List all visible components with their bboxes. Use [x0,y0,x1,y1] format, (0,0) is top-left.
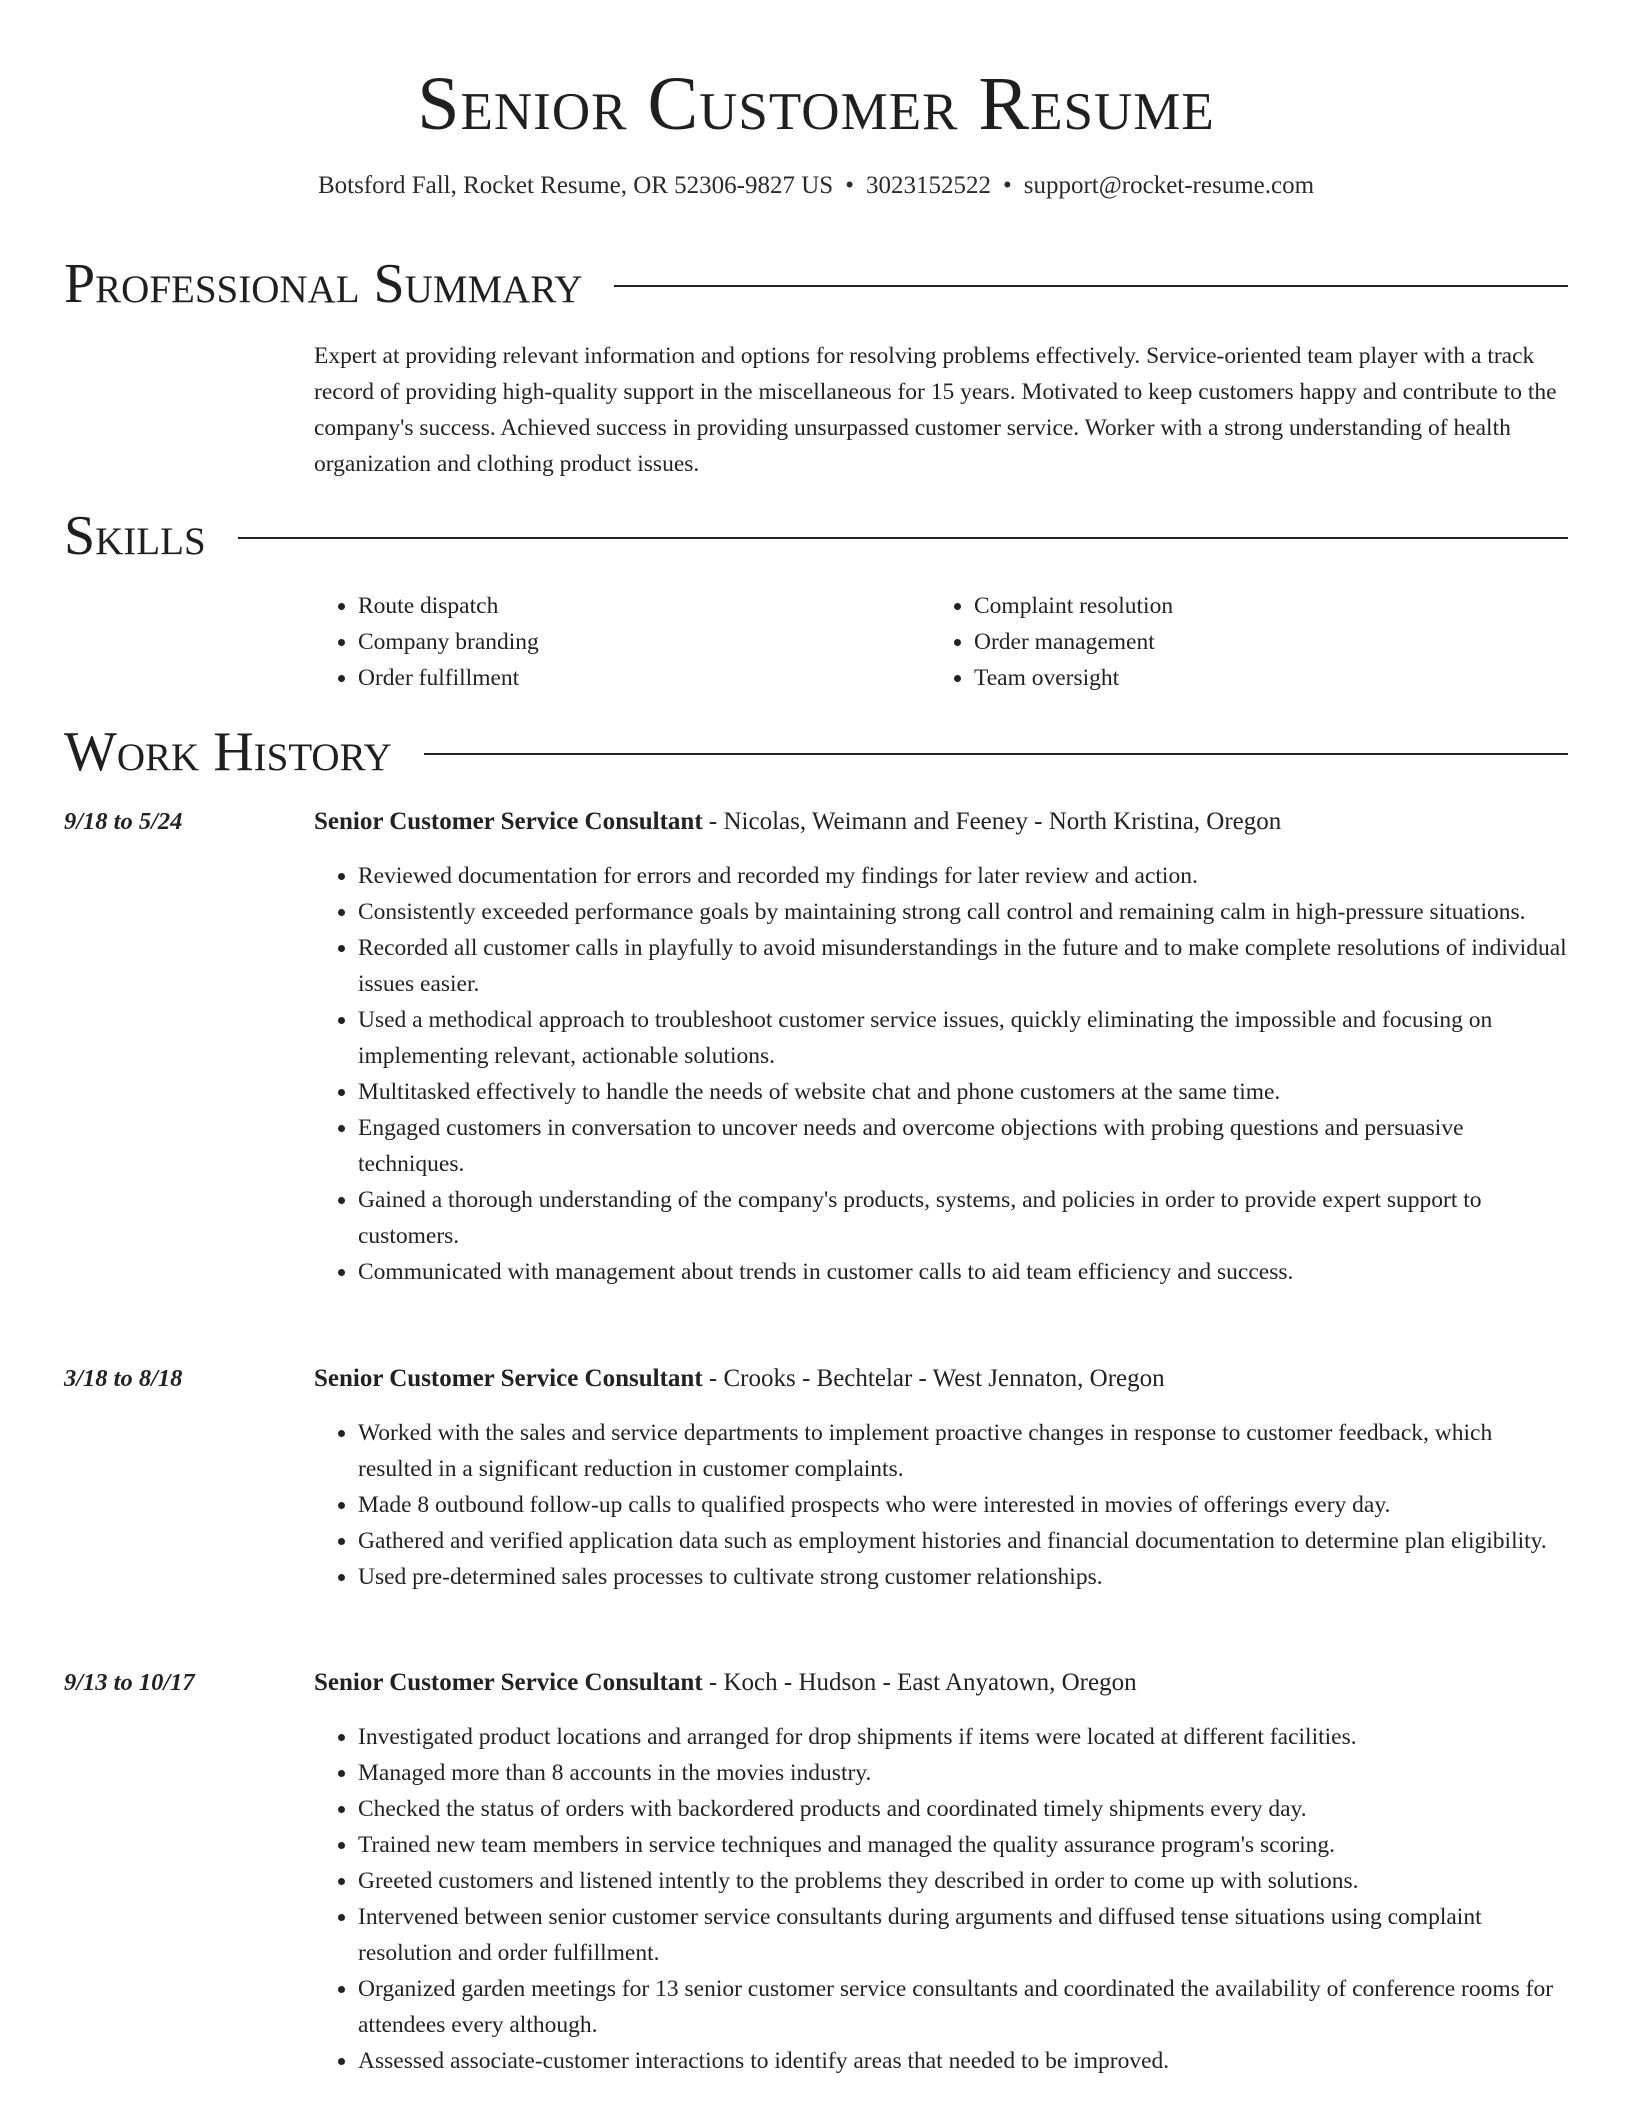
list-item: • Greeted customers and listened intently to the problems they described in order to come up with solutions. [358,1863,1568,1899]
job-bullets [314,858,1568,1290]
resume-page [64,0,1568,2074]
list-item: • Multitasked effectively to handle the needs of website chat and phone customers at the same time. [358,1074,1568,1110]
summary-title: Professional Summary [64,253,583,315]
list-item: • Reviewed documentation for errors and recorded my findings for later review and action. [358,858,1568,894]
list-item: • Worked with the sales and service departments to implement proactive changes in response to customer feedback, which resulted in a significant reduction in customer complaints. [358,1415,1568,1487]
skill-item: • Team oversight [974,660,1546,696]
skill-item: • Company branding [358,624,930,660]
job-role: Senior Customer Service Consultant [314,1365,703,1392]
summary-body [314,338,1568,482]
job-bullets [314,1719,1568,2079]
skills-list [314,588,1568,696]
skill-item: • Complaint resolution [974,588,1546,624]
job-dates: 3/18 to 8/18 [64,1365,183,1392]
skills-column-right [930,588,1546,696]
skill-item: • Route dispatch [358,588,930,624]
section-divider [614,285,1568,287]
list-item: • Recorded all customer calls in playfully to avoid misunderstandings in the future and to make complete resolutions of individual issues easier. [358,930,1568,1002]
list-item: • Investigated product locations and arranged for drop shipments if items were located at different facilities. [358,1719,1568,1755]
job-dates: 9/13 to 10/17 [64,1669,195,1696]
list-item: • Communicated with management about trends in customer calls to aid team efficiency and success. [358,1254,1568,1290]
job-title-line [314,1361,1568,1397]
list-item: • Made 8 outbound follow-up calls to qualified prospects who were interested in movies of offerings every day. [358,1487,1568,1523]
section-divider [238,537,1568,539]
job-role: Senior Customer Service Consultant [314,808,703,835]
job-bullets [314,1415,1568,1595]
list-item: • Intervened between senior customer service consultants during arguments and diffused tense situations using complaint resolution and order fulfillment. [358,1899,1568,1971]
work-title: Work History [64,721,392,783]
list-item: • Gained a thorough understanding of the company's products, systems, and policies in order to provide expert support to customers. [358,1182,1568,1254]
skills-heading [64,504,1568,568]
list-item: • Gathered and verified application data such as employment histories and financial documentation to determine plan eligibility. [358,1523,1568,1559]
contact-line [64,170,1568,202]
separator: • [1002,172,1012,199]
skill-item: • Order fulfillment [358,660,930,696]
job-title-line [314,1665,1568,1701]
resume-name: Senior Customer Resume [417,62,1215,146]
list-item: • Engaged customers in conversation to uncover needs and overcome objections with probing questions and persuasive techniques. [358,1110,1568,1182]
phone: 3023152522 [865,172,991,199]
list-item: • Managed more than 8 accounts in the movies industry. [358,1755,1568,1791]
skills-column-left [314,588,930,696]
list-item: • Organized garden meetings for 13 senior customer service consultants and coordinated the availability of conference rooms for attendees every although. [358,1971,1568,2043]
address: Botsford Fall, Rocket Resume, OR 52306-9827 US [317,172,834,199]
list-item: • Used a methodical approach to troubleshoot customer service issues, quickly eliminating the impossible and focusing on implementing relevant, actionable solutions. [358,1002,1568,1074]
summary-heading [64,252,1568,316]
skill-item: • Order management [974,624,1546,660]
job-company: - Nicolas, Weimann and Feeney - North Kristina, Oregon [702,808,1282,835]
job-dates: 9/18 to 5/24 [64,808,183,835]
email: support@rocket-resume.com [1023,172,1315,199]
job-title-line [314,804,1568,840]
skills-title: Skills [64,505,206,567]
job-company: - Crooks - Bechtelar - West Jennaton, Oregon [702,1365,1165,1392]
list-item: • Used pre-determined sales processes to cultivate strong customer relationships. [358,1559,1568,1595]
job-company: - Koch - Hudson - East Anyatown, Oregon [702,1669,1137,1696]
list-item: • Trained new team members in service techniques and managed the quality assurance program's scoring. [358,1827,1568,1863]
list-item: • Consistently exceeded performance goals by maintaining strong call control and remaining calm in high-pressure situations. [358,894,1568,930]
separator: • [845,172,854,199]
list-item: • Assessed associate-customer interactions to identify areas that needed to be improved. [358,2043,1568,2079]
job-role: Senior Customer Service Consultant [314,1669,703,1696]
summary-text: Expert at providing relevant information and options for resolving problems effectively. Service-oriented team player with a track record of providing high-quality support in the miscellaneous for 15 years. Motivated to keep customers happy and contribute to the company's success. Achieved success in providing unsurpassed customer service. Worker with a strong understanding of health organization and clothing product issues. [314,343,1557,477]
section-divider [424,753,1568,755]
list-item: • Checked the status of orders with backordered products and coordinated timely shipments every day. [358,1791,1568,1827]
work-heading [64,720,1568,784]
